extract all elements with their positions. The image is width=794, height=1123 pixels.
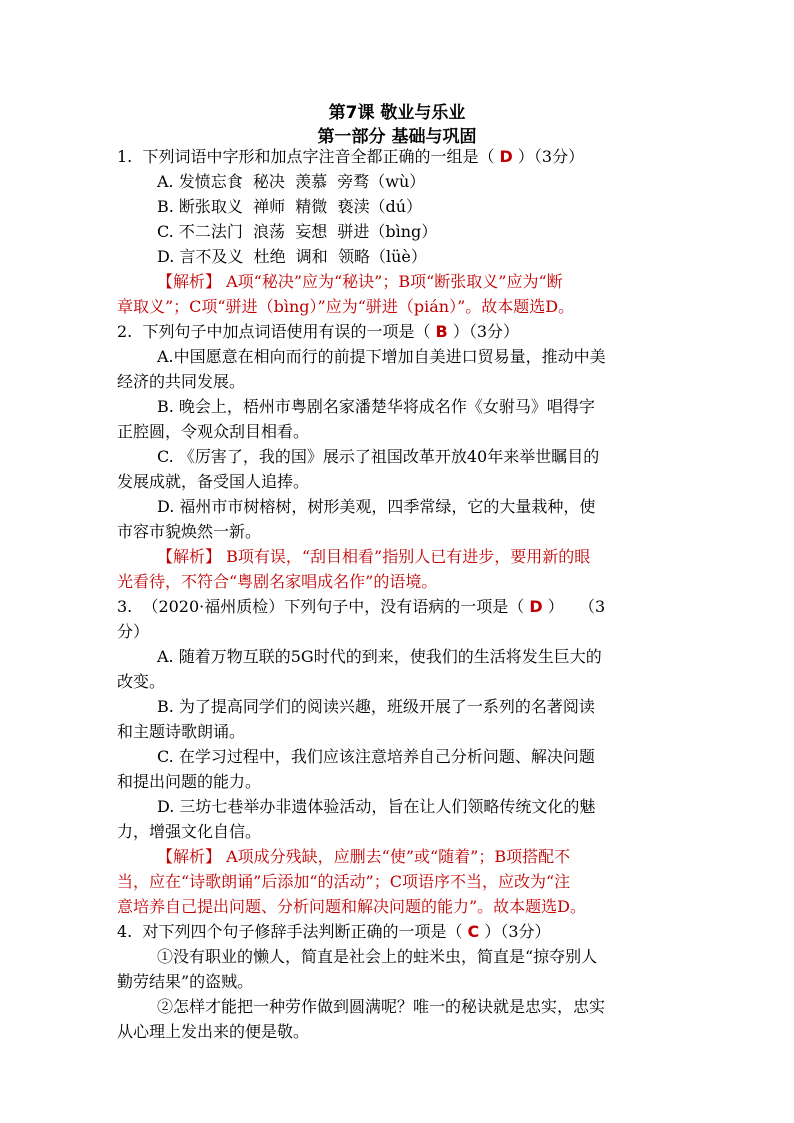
- q3-option-c: C. 在学习过程中，我们应该注意培养自己分析问题、解决问题: [157, 747, 595, 766]
- q2-answer: B: [435, 322, 448, 341]
- q2-option-d: D. 福州市市树榕树，树形美观，四季常绿，它的大量栽种，使: [157, 497, 596, 516]
- q3-answer: D: [529, 597, 543, 616]
- q2-option-a: A.中国愿意在相向而行的前提下增加自美进口贸易量，推动中美: [157, 347, 606, 366]
- q1-analysis: 【解析】 A项“秘决”应为“秘诀”；B项“断张取义”应为“断: [157, 272, 563, 291]
- q4-sentence-2: ②怎样才能把一种劳作做到圆满呢？唯一的秘诀就是忠实，忠实: [157, 997, 606, 1016]
- q4-sentence-1-cont: 勤劳结果”的盗贼。: [117, 972, 254, 991]
- q2-option-d-cont: 市容市貌焕然一新。: [117, 522, 262, 541]
- q4-answer: C: [467, 922, 480, 941]
- q3-option-c-cont: 和提出问题的能力。: [117, 772, 262, 791]
- q3-option-a-cont: 改变。: [117, 672, 166, 691]
- q1-option-c: C. 不二法门 浪荡 妄想 骈进（bìng）: [157, 222, 438, 241]
- q3-analysis-cont: 当，应在“诗歌朗诵”后添加“的活动”；C项语序不当，应改为“注: [117, 872, 571, 891]
- q2-analysis: 【解析】 B项有误，“刮目相看”指别人已有进步，要用新的眼: [157, 547, 591, 566]
- q2-stem: 2. 下列句子中加点词语使用有误的一项是（ B ）（3分）: [117, 322, 520, 341]
- q3-option-d-cont: 力，增强文化自信。: [117, 822, 262, 841]
- q4-stem: 4. 对下列四个句子修辞手法判断正确的一项是（ C ）（3分）: [117, 922, 551, 941]
- q2-option-a-cont: 经济的共同发展。: [117, 372, 246, 391]
- q3-stem: 3. （2020·福州质检）下列句子中，没有语病的一项是（ D ） （3: [117, 597, 606, 616]
- q2-option-c: C. 《厉害了，我的国》展示了祖国改革开放40年来举世瞩目的: [157, 447, 600, 466]
- q2-option-b-cont: 正腔圆，令观众刮目相看。: [117, 422, 310, 441]
- q2-option-b: B. 晚会上，梧州市粤剧名家潘楚华将成名作《女驸马》唱得字: [157, 397, 595, 416]
- q3-analysis-cont-2: 意培养自己提出问题、分析问题和解决问题的能力”。故本题选D。: [117, 897, 587, 916]
- q4-sentence-2-cont: 从心理上发出来的便是敬。: [117, 1022, 310, 1041]
- q1-answer: D: [499, 147, 513, 166]
- q1-option-d: D. 言不及义 杜绝 调和 领略（lüè）: [157, 247, 427, 266]
- q3-stem-cont: 分）: [117, 622, 150, 641]
- lesson-title: 第7课 敬业与乐业: [328, 103, 466, 123]
- q3-option-d: D. 三坊七巷举办非遗体验活动，旨在让人们领略传统文化的魅: [157, 797, 596, 816]
- q1-analysis-cont: 章取义”；C项“骈进（bìng）”应为“骈进（pián）”。故本题选D。: [117, 297, 575, 316]
- section-title: 第一部分 基础与巩固: [317, 127, 477, 147]
- q2-option-c-cont: 发展成就，备受国人追捧。: [117, 472, 310, 491]
- q3-option-b: B. 为了提高同学们的阅读兴趣，班级开展了一系列的名著阅读: [157, 697, 595, 716]
- q2-analysis-cont: 光看待，不符合“粤剧名家唱成名作”的语境。: [117, 572, 438, 591]
- q4-sentence-1: ①没有职业的懒人，简直是社会上的蛀米虫，简直是“掠夺别人: [157, 947, 598, 966]
- q1-option-a: A. 发愤忘食 秘决 羡慕 旁骛（wù）: [157, 172, 426, 191]
- q3-option-a: A. 随着万物互联的5G时代的到来，使我们的生活将发生巨大的: [157, 647, 602, 666]
- q1-option-b: B. 断张取义 禅师 精微 亵渎（dú）: [157, 197, 422, 216]
- q1-stem: 1. 下列词语中字形和加点字注音全都正确的一组是（ D ）（3分）: [117, 147, 585, 166]
- q3-option-b-cont: 和主题诗歌朗诵。: [117, 722, 246, 741]
- q3-analysis: 【解析】 A项成分残缺，应删去“使”或“随着”；B项搭配不: [157, 847, 571, 866]
